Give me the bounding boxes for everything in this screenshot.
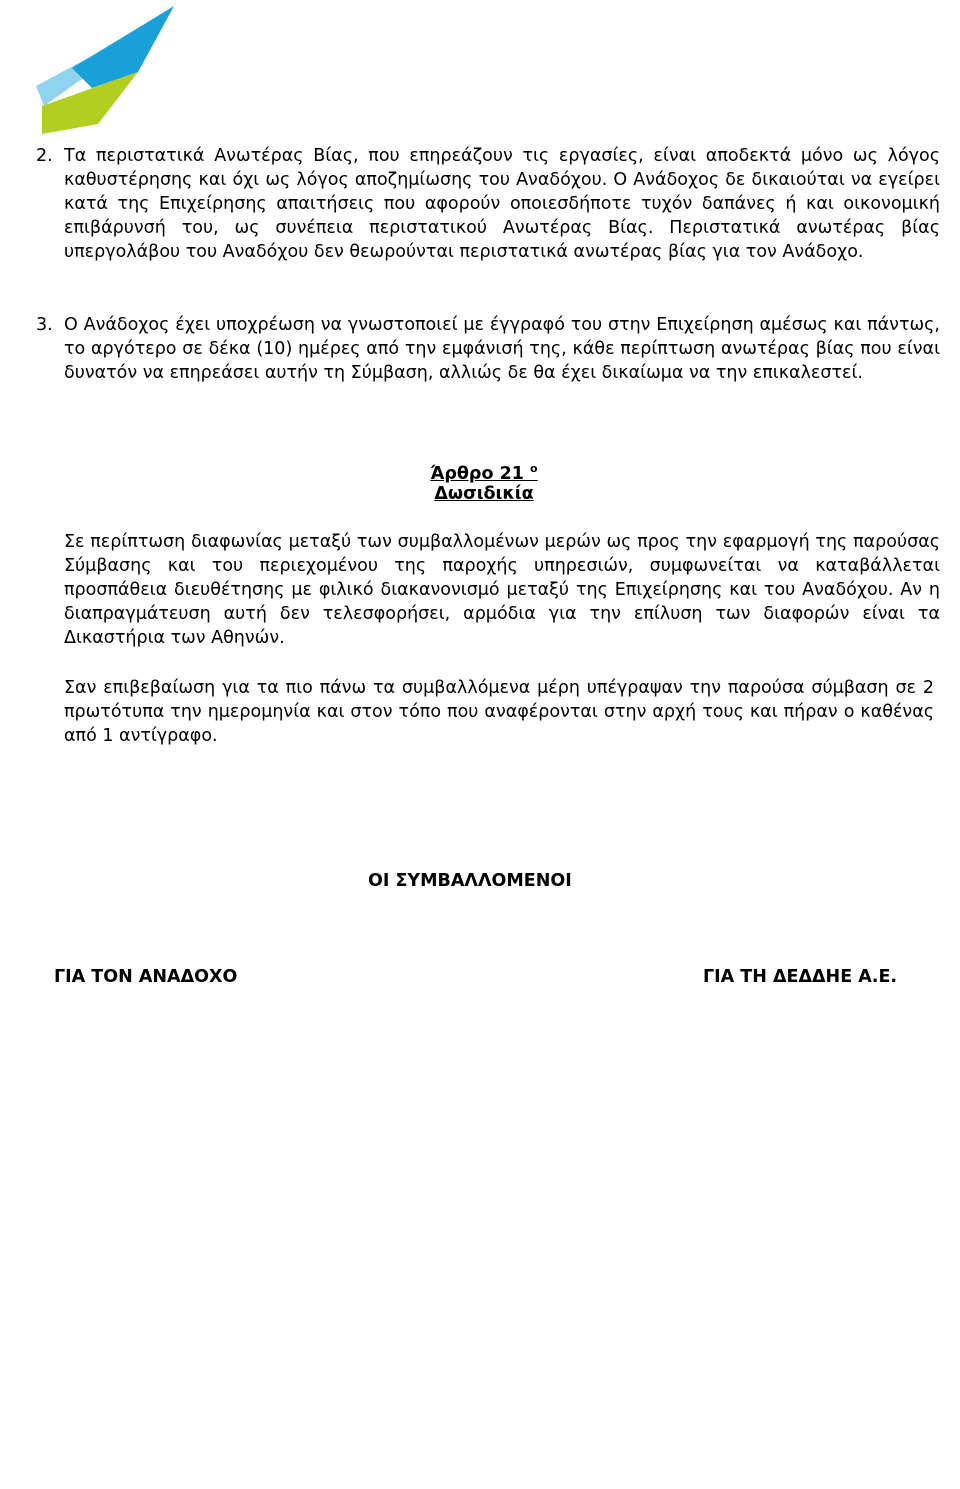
jurisdiction-paragraph: Σε περίπτωση διαφωνίας μεταξύ των συμβαλλομένων μερών ως προς την εφαρμογή της παρούσας Σύμβασης και του περιεχομένου της παροχής υπηρεσιών, συμφωνείται να καταβάλλεται προσπάθεια διευθέτησης με φιλικό διακανονισμό μεταξύ της Επιχείρησης και του Αναδόχου. Αν η διαπραγμάτευση αυτή δεν τελεσφορήσει, αρμόδια για την επίλυση των διαφορών είναι τα Δικαστήρια των Αθηνών. xyxy=(64,532,940,648)
contractor-signature-label: ΓΙΑ ΤΟΝ ΑΝΑΔΟΧΟ xyxy=(54,967,238,987)
company-signature-label: ΓΙΑ ΤΗ ΔΕΔΔΗΕ Α.Ε. xyxy=(703,967,898,987)
brand-logo-icon xyxy=(28,6,178,138)
article-title-text: Άρθρο 21 xyxy=(430,463,524,484)
item-number: 2. xyxy=(36,146,53,166)
confirmation-paragraph: Σαν επιβεβαίωση για τα πιο πάνω τα συμβαλλόμενα μέρη υπέγραψαν την παρούσα σύμβαση σε 2 πρωτότυπα την ημερομηνία και στον τόπο που αναφέρονται στην αρχή τους και πήραν ο καθένας από 1 αντίγραφο. xyxy=(64,678,934,746)
article-subtitle: Δωσιδικία xyxy=(434,484,534,504)
notification-paragraph: Ο Ανάδοχος έχει υποχρέωση να γνωστοποιεί με έγγραφό του στην Επιχείρηση αμέσως και πάντως, το αργότερο σε δέκα (10) ημέρες από την εμφάνισή της, κάθε περίπτωση ανωτέρας βίας που είναι δυνατόν να επηρεάσει αυτήν τη Σύμβαση, αλλιώς δε θα έχει δικαίωμα να την επικαλεστεί. xyxy=(64,315,940,383)
article-title-superscript: ο xyxy=(530,462,538,475)
logo-blue-shape xyxy=(72,6,174,88)
signatories-title: ΟΙ ΣΥΜΒΑΛΛΟΜΕΝΟΙ xyxy=(368,871,572,891)
force-majeure-paragraph: Τα περιστατικά Ανωτέρας Βίας, που επηρεάζουν τις εργασίες, είναι αποδεκτά μόνο ως λόγος καθυστέρησης και όχι ως λόγος αποζημίωσης του Αναδόχου. Ο Ανάδοχος δε δικαιούται να εγείρει κατά της Επιχείρησης απαιτήσεις που αφορούν οποιεσδήποτε τυχόν δαπάνες ή και οικονομική επιβάρυνσή του, ως συνέπεια περιστατικού Ανωτέρας Βίας. Περιστατικά ανωτέρας βίας υπεργολάβου του Αναδόχου δεν θεωρούνται περιστατικά ανωτέρας βίας για τον Ανάδοχο. xyxy=(64,146,940,262)
item-number: 3. xyxy=(36,315,53,335)
